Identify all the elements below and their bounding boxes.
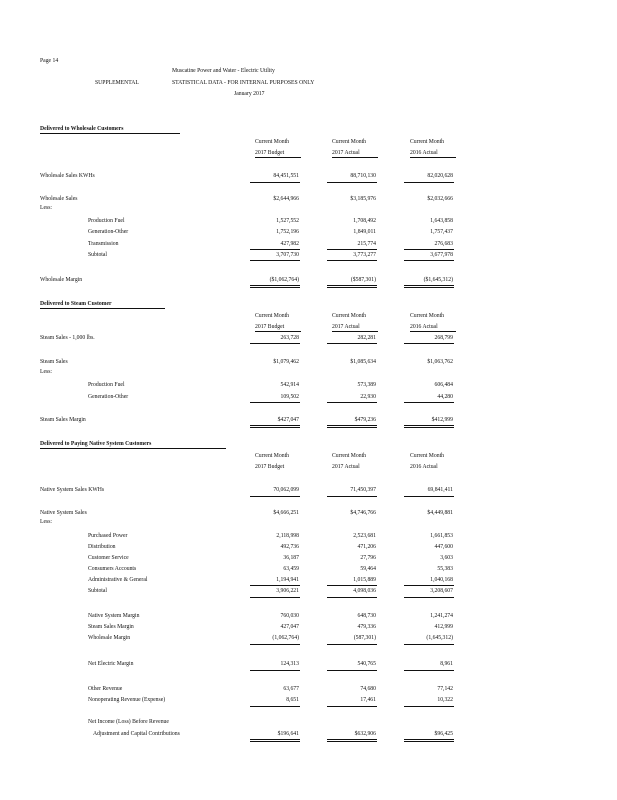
steam-gen-label: Generation-Other — [88, 393, 129, 400]
wholesale-margin-actual: ($587,301) — [350, 276, 376, 283]
steam-sales-actual: $1,085,634 — [350, 358, 376, 365]
wholesale-subtotal-actual: 3,773,277 — [353, 251, 376, 258]
steam-margin-prior: $412,999 — [431, 416, 453, 423]
native-steam-margin-budget: 427,047 — [280, 623, 299, 630]
native-margin-prior: 1,241,274 — [430, 612, 453, 619]
native-ag-label: Administrative & General — [88, 576, 148, 583]
steam-gen-actual: 22,930 — [360, 393, 376, 400]
native-ca-actual: 59,464 — [360, 565, 376, 572]
col-actual-h1: Current Month — [332, 138, 366, 145]
native-pp-prior: 1,661,853 — [430, 532, 453, 539]
steam-col-actual-h1: Current Month — [332, 312, 366, 319]
steam-margin-actual: $479,236 — [354, 416, 376, 423]
native-cs-prior: 3,603 — [440, 554, 453, 561]
native-dist-prior: 447,600 — [434, 543, 453, 550]
steam-fuel-label: Production Fuel — [88, 381, 125, 388]
steam-gen-prior: 44,280 — [437, 393, 453, 400]
wholesale-sales-budget: $2,644,966 — [273, 195, 299, 202]
native-ca-budget: 63,459 — [283, 565, 299, 572]
steam-col-prior-h1: Current Month — [410, 312, 444, 319]
net-electric-prior: 8,961 — [440, 660, 453, 667]
other-revenue-actual: 74,680 — [360, 685, 376, 692]
native-subtotal-prior: 3,208,607 — [430, 587, 453, 594]
net-electric-budget: 124,313 — [280, 660, 299, 667]
native-margin-budget: 760,030 — [280, 612, 299, 619]
native-pp-actual: 2,523,681 — [353, 532, 376, 539]
other-revenue-budget: 63,677 — [283, 685, 299, 692]
title-line-3: January 2017 — [234, 90, 265, 97]
steam-sales-prior: $1,063,762 — [427, 358, 453, 365]
title-line-1: Muscatine Power and Water - Electric Utility — [172, 67, 275, 74]
wholesale-gen-label: Generation-Other — [88, 228, 129, 235]
net-income-label-1: Net Income (Loss) Before Revenue — [88, 718, 169, 725]
wholesale-fuel-label: Production Fuel — [88, 217, 125, 224]
wholesale-margin-budget: ($1,062,764) — [269, 276, 299, 283]
col-actual-h2: 2017 Actual — [332, 149, 360, 156]
net-income-actual: $632,906 — [354, 730, 376, 737]
wholesale-subtotal-label: Subtotal — [88, 251, 107, 258]
steam-less: Less: — [40, 368, 53, 375]
native-subtotal-actual: 4,098,036 — [353, 587, 376, 594]
wholesale-subtotal-budget: 3,707,730 — [276, 251, 299, 258]
wholesale-fuel-budget: 1,527,552 — [276, 217, 299, 224]
native-kwh-budget: 70,062,099 — [273, 486, 299, 493]
col-budget-h2: 2017 Budget — [255, 149, 285, 156]
wholesale-fuel-actual: 1,708,492 — [353, 217, 376, 224]
net-income-prior: $96,425 — [434, 730, 453, 737]
net-electric-actual: 540,765 — [357, 660, 376, 667]
native-sales-prior: $4,449,881 — [427, 509, 453, 516]
wholesale-trans-prior: 276,683 — [434, 240, 453, 247]
title-line-2: STATISTICAL DATA - FOR INTERNAL PURPOSES ONLY — [172, 79, 315, 86]
native-section-title: Delivered to Paying Native System Customers — [40, 440, 152, 447]
native-col-prior-h2: 2016 Actual — [410, 463, 438, 470]
wholesale-trans-actual: 215,774 — [357, 240, 376, 247]
native-subtotal-budget: 3,906,221 — [276, 587, 299, 594]
steam-gen-budget: 109,502 — [280, 393, 299, 400]
steam-sales-budget: $1,079,462 — [273, 358, 299, 365]
page-number: Page 14 — [40, 57, 59, 64]
supplemental-label: SUPPLEMENTAL — [95, 79, 139, 86]
wholesale-fuel-prior: 1,643,858 — [430, 217, 453, 224]
native-ag-actual: 1,015,889 — [353, 576, 376, 583]
native-margin-actual: 648,730 — [357, 612, 376, 619]
native-kwh-label: Native System Sales KWHs — [40, 486, 105, 493]
steam-col-prior-h2: 2016 Actual — [410, 323, 438, 330]
steam-margin-label: Steam Sales Margin — [40, 416, 86, 423]
net-income-budget: $196,641 — [277, 730, 299, 737]
native-dist-budget: 492,736 — [280, 543, 299, 550]
col-budget-h1: Current Month — [255, 138, 289, 145]
net-income-label-2: Adjustment and Capital Contributions — [93, 730, 180, 737]
steam-lbs-prior: 268,799 — [434, 334, 453, 341]
native-wholesale-margin-budget: (1,062,764) — [272, 634, 299, 641]
net-electric-label: Net Electric Margin — [88, 660, 134, 667]
wholesale-margin-prior: ($1,645,312) — [423, 276, 453, 283]
wholesale-subtotal-prior: 3,677,978 — [430, 251, 453, 258]
wholesale-sales-actual: $3,185,976 — [350, 195, 376, 202]
steam-lbs-budget: 263,728 — [280, 334, 299, 341]
steam-lbs-label: Steam Sales - 1,000 lbs. — [40, 334, 95, 341]
native-col-prior-h1: Current Month — [410, 452, 444, 459]
native-steam-margin-prior: 412,999 — [434, 623, 453, 630]
wholesale-kwh-budget: 84,451,551 — [273, 172, 299, 179]
native-cs-actual: 27,796 — [360, 554, 376, 561]
native-col-actual-h1: Current Month — [332, 452, 366, 459]
native-cs-label: Customer Service — [88, 554, 129, 561]
wholesale-gen-prior: 1,757,437 — [430, 228, 453, 235]
native-ca-prior: 55,383 — [437, 565, 453, 572]
steam-fuel-prior: 606,484 — [434, 381, 453, 388]
col-prior-h1: Current Month — [410, 138, 444, 145]
native-sales-budget: $4,666,251 — [273, 509, 299, 516]
native-wholesale-margin-prior: (1,645,312) — [426, 634, 453, 641]
wholesale-kwh-label: Wholesale Sales KWHs — [40, 172, 95, 179]
wholesale-sales-prior: $2,032,666 — [427, 195, 453, 202]
wholesale-kwh-prior: 82,020,628 — [427, 172, 453, 179]
native-pp-label: Purchased Power — [88, 532, 128, 539]
native-kwh-actual: 71,450,397 — [350, 486, 376, 493]
wholesale-gen-actual: 1,849,011 — [353, 228, 376, 235]
nonoperating-prior: 10,322 — [437, 696, 453, 703]
wholesale-trans-budget: 427,982 — [280, 240, 299, 247]
native-sales-label: Native System Sales — [40, 509, 87, 516]
native-col-actual-h2: 2017 Actual — [332, 463, 360, 470]
native-wholesale-margin-label: Wholesale Margin — [88, 634, 131, 641]
steam-section-title: Delivered to Steam Customer — [40, 300, 112, 307]
native-margin-label: Native System Margin — [88, 612, 140, 619]
wholesale-gen-budget: 1,752,196 — [276, 228, 299, 235]
native-sales-actual: $4,746,766 — [350, 509, 376, 516]
steam-lbs-actual: 282,281 — [357, 334, 376, 341]
native-col-budget-h2: 2017 Budget — [255, 463, 285, 470]
native-ag-prior: 1,040,168 — [430, 576, 453, 583]
native-kwh-prior: 69,841,411 — [427, 486, 453, 493]
wholesale-kwh-actual: 88,710,130 — [350, 172, 376, 179]
nonoperating-actual: 17,461 — [360, 696, 376, 703]
native-wholesale-margin-actual: (587,301) — [353, 634, 376, 641]
native-cs-budget: 36,187 — [283, 554, 299, 561]
steam-fuel-actual: 573,389 — [357, 381, 376, 388]
native-subtotal-label: Subtotal — [88, 587, 107, 594]
other-revenue-label: Other Revenue — [88, 685, 123, 692]
native-less: Less: — [40, 518, 53, 525]
nonoperating-budget: 8,651 — [286, 696, 299, 703]
other-revenue-prior: 77,142 — [437, 685, 453, 692]
native-ca-label: Consumers Accounts — [88, 565, 137, 572]
steam-sales-label: Steam Sales — [40, 358, 68, 365]
wholesale-less: Less: — [40, 204, 53, 211]
wholesale-margin-label: Wholesale Margin — [40, 276, 83, 283]
steam-col-actual-h2: 2017 Actual — [332, 323, 360, 330]
steam-fuel-budget: 542,914 — [280, 381, 299, 388]
steam-margin-budget: $427,047 — [277, 416, 299, 423]
nonoperating-label: Nonoperating Revenue (Expense) — [88, 696, 166, 703]
steam-col-budget-h1: Current Month — [255, 312, 289, 319]
wholesale-trans-label: Transmission — [88, 240, 119, 247]
native-dist-label: Distribution — [88, 543, 116, 550]
native-ag-budget: 1,194,941 — [276, 576, 299, 583]
native-steam-margin-label: Steam Sales Margin — [88, 623, 134, 630]
wholesale-sales-label: Wholesale Sales — [40, 195, 78, 202]
wholesale-section-title: Delivered to Wholesale Customers — [40, 125, 124, 132]
native-steam-margin-actual: 479,336 — [357, 623, 376, 630]
native-col-budget-h1: Current Month — [255, 452, 289, 459]
col-prior-h2: 2016 Actual — [410, 149, 438, 156]
native-pp-budget: 2,118,998 — [276, 532, 299, 539]
native-dist-actual: 471,206 — [357, 543, 376, 550]
steam-col-budget-h2: 2017 Budget — [255, 323, 285, 330]
